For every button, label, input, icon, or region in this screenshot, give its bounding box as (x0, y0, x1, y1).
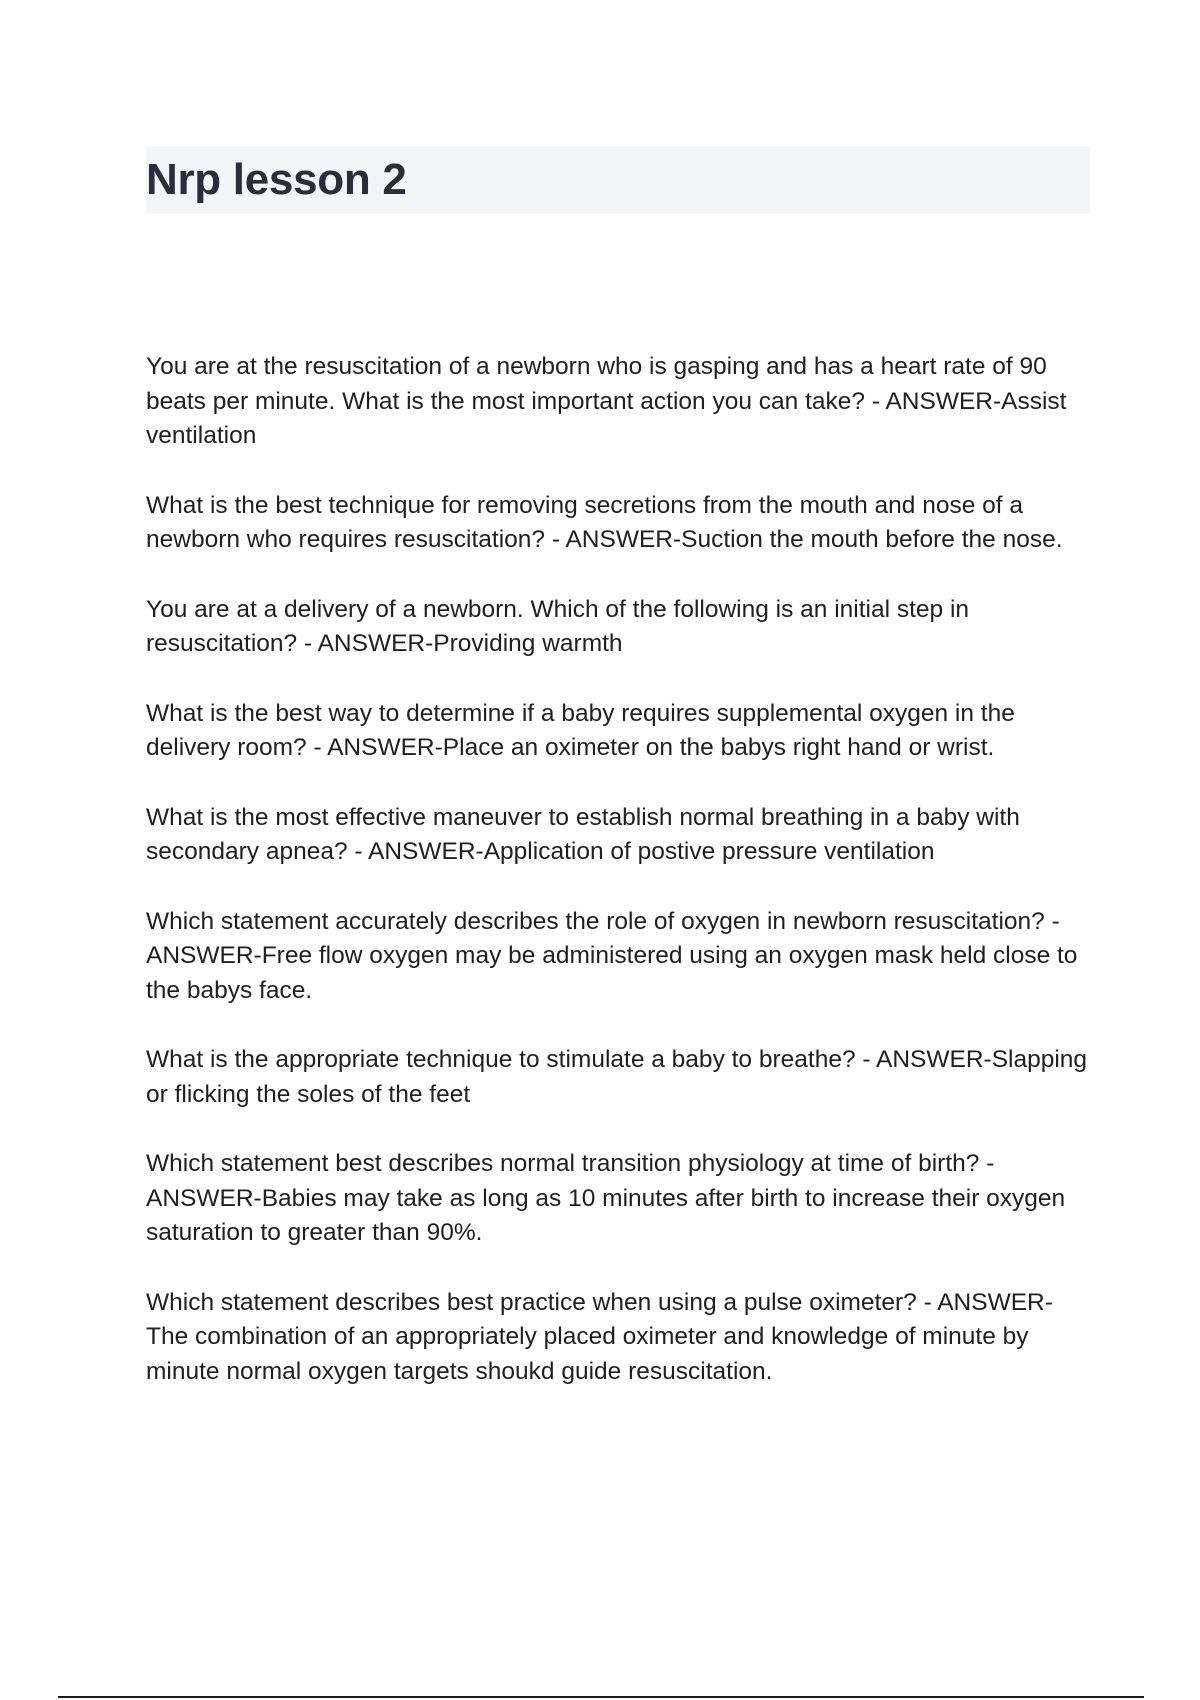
qa-item: What is the best technique for removing secretions from the mouth and nose of a newborn who requires resuscitation? - ANSWER-Suction the mouth before the nose. (146, 491, 1063, 553)
qa-item: What is the appropriate technique to stimulate a baby to breathe? - ANSWER-Slapping or flicking the soles of the feet (146, 1046, 1088, 1108)
page-title: Nrp lesson 2 (146, 155, 407, 204)
qa-item: What is the most effective maneuver to establish normal breathing in a baby with secondary apnea? - ANSWER-Application of postive pressure ventilation (146, 803, 1020, 865)
qa-item: Which statement best describes normal transition physiology at time of birth? - ANSWER-Babies may take as long as 10 minutes after birth to increase their oxygen saturation to greater than 90%. (146, 1150, 1066, 1246)
qa-item: You are at a delivery of a newborn. Which of the following is an initial step in resuscitation? - ANSWER-Providing warmth (146, 595, 970, 657)
page-bottom-divider (58, 1696, 1144, 1698)
qa-item: Which statement describes best practice when using a pulse oximeter? - ANSWER-The combination of an appropriately placed oximeter and knowledge of minute by minute normal oxygen targets shoukd guide resuscitation. (146, 1288, 1053, 1385)
qa-item: You are at the resuscitation of a newborn who is gasping and has a heart rate of 90 beats per minute. What is the most important action you can take? - ANSWER-Assist ventilation (146, 353, 1067, 449)
qa-item: What is the best way to determine if a baby requires supplemental oxygen in the delivery room? - ANSWER-Place an oximeter on the babys right hand or wrist. (146, 699, 1015, 761)
title-banner (146, 146, 1090, 214)
qa-list (146, 350, 1090, 1424)
qa-item: Which statement accurately describes the role of oxygen in newborn resuscitation? - ANSWER-Free flow oxygen may be administered using an oxygen mask held close to the babys face. (146, 907, 1078, 1004)
